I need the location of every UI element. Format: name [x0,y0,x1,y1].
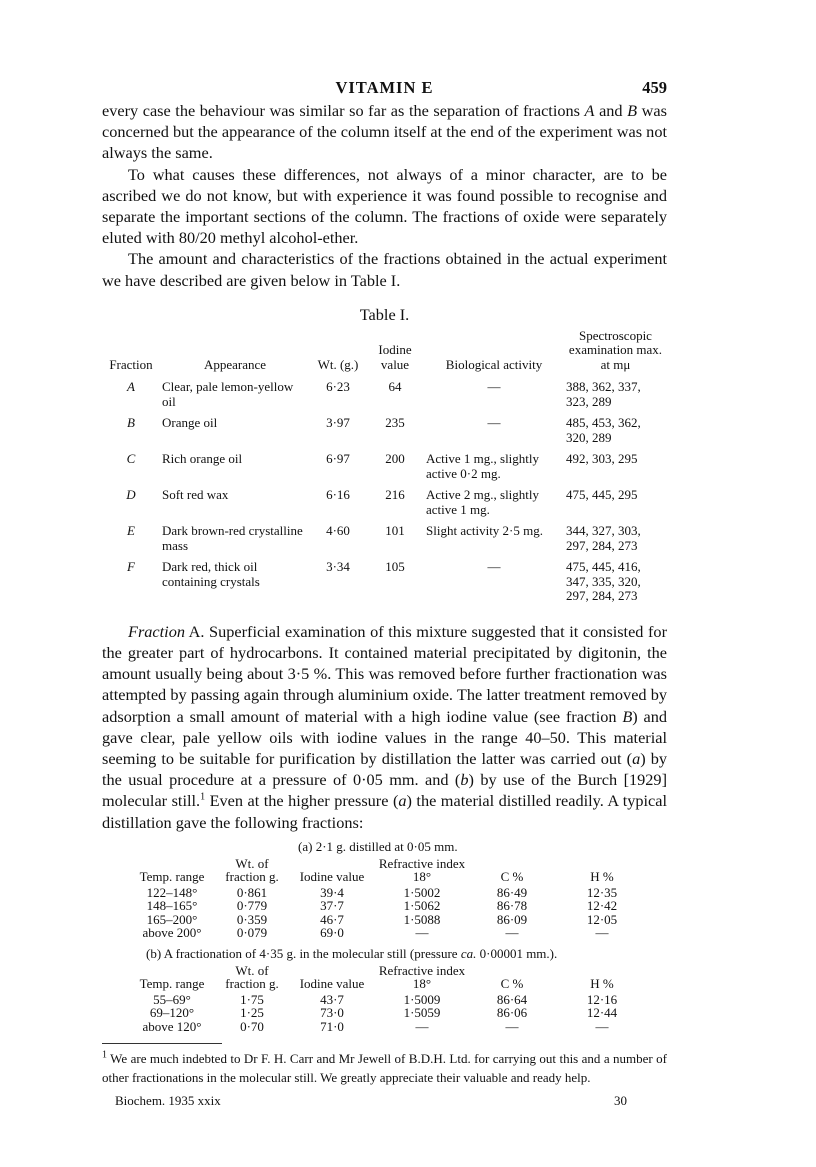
table2a [132,857,652,940]
cell-fraction: F [127,559,135,575]
table1-header-weight: Wt. (g.) [317,356,359,372]
table-row [102,414,667,450]
table1-header-fraction: Fraction [109,356,153,372]
cell-appearance: Rich orange oil [162,451,243,467]
cell-spectroscopic: 475, 445, 416, 347, 335, 320, 297, 284, 273 [566,559,641,604]
table-row: above 200° 0·079 69·0 — — — [142,925,609,941]
cell-spectroscopic: 388, 362, 337, 323, 289 [566,379,641,409]
cell-spectroscopic: 485, 453, 362, 320, 289 [566,415,641,445]
cell-fraction: C [126,451,136,467]
header-carbon: C % [500,869,524,885]
cell-spectroscopic: 344, 327, 303, 297, 284, 273 [566,523,641,553]
table-row [102,378,667,414]
table1-header-biological: Biological activity [445,356,543,372]
cell-fraction: A [127,379,135,395]
cell-iodine: 101 [385,523,405,539]
header-carbon: C % [500,976,524,992]
signature-mark: 30 [614,1093,627,1109]
cell-iodine: 64 [388,379,402,395]
footnote-rule [102,1043,222,1044]
header-iodine: Iodine value [299,976,365,992]
page-footer [102,1093,667,1115]
cell-weight: 3·97 [326,415,350,431]
table2b-header-row [132,964,652,993]
running-title: VITAMIN E [335,78,434,97]
header-temp-range: Temp. range [139,976,205,992]
table2b [132,964,652,1034]
cell-weight: 4·60 [326,523,350,539]
table-row: 69–120° 1·25 73·0 1·5059 86·06 12·44 [149,1005,618,1021]
cell-iodine: 235 [385,415,405,431]
cell-appearance: Orange oil [162,415,218,431]
table2b-caption: (b) A fractionation of 4·35 g. in the molecular still (pressure ca. 0·00001 mm.). [146,945,558,961]
table-row: 122–148° 0·861 39·4 1·5002 86·49 12·35 [146,884,618,900]
paragraph-3: The amount and characteristics of the fractions obtained in the actual experiment we have described are given below in Table I. [102,249,667,290]
cell-biological: Active 1 mg., slightly active 0·2 mg. [426,451,540,481]
cell-weight: 3·34 [326,559,350,575]
header-iodine: Iodine value [299,869,365,885]
cell-spectroscopic: 475, 445, 295 [566,487,638,503]
table1-header-iodine: Iodine value [378,342,412,372]
header-refractive: Refractive index 18° [378,962,466,992]
cell-spectroscopic: 492, 303, 295 [566,451,638,467]
cell-biological: — [487,559,501,575]
table2a-caption: (a) 2·1 g. distilled at 0·05 mm. [298,838,458,854]
cell-weight: 6·23 [326,379,350,395]
cell-iodine: 216 [385,487,405,503]
table1-caption: Table I. [359,304,410,324]
page-number: 459 [642,78,667,97]
header-weight: Wt. of fraction g. [225,962,279,992]
footnote-marker: 1 [200,792,206,804]
paragraph-1: every case the behaviour was similar so far as the separation of fractions A and B was concerned but the appearance of the column itself at the end of the experiment was not always the same. [102,101,667,163]
cell-biological: — [487,379,501,395]
page [102,70,667,1115]
cell-weight: 6·97 [326,451,350,467]
table-row: above 120° 0·70 71·0 — — — [142,1018,609,1034]
header-refractive: Refractive index 18° [378,855,466,885]
header-temp-range: Temp. range [139,869,205,885]
cell-fraction: E [127,523,135,539]
header-weight: Wt. of fraction g. [225,855,279,885]
cell-biological: Active 2 mg., slightly active 1 mg. [426,487,540,517]
cell-appearance: Dark brown-red crystalline mass [162,523,303,553]
table-row [102,558,667,609]
table-row: 55–69° 1·75 43·7 1·5009 86·64 12·16 [153,991,618,1007]
cell-biological: — [487,415,501,431]
footnote: $^1$ We are much indebted to Dr F. H. Carr and Mr Jewell of B.D.H. Ltd. for carrying out this and a number of other fractionations in the molecular still. We greatly appreciate their valuable and ready help. [102,1050,667,1085]
table-row [102,450,667,486]
table1 [102,329,667,609]
header-hydrogen: H % [590,869,614,885]
table-row [102,522,667,558]
cell-appearance: Soft red wax [162,487,229,503]
paragraph-fraction-a: Fraction A. Superficial examination of this mixture suggested that it consisted for the greater part of hydrocarbons. It contained material precipitated by digitonin, the amount usually being about 3·5 %. This was removed before further fractionation was attempted by passing again through aluminium oxide. The latter treatment removed by adsorption a small amount of material with a high iodine value (see fraction B) and gave clear, pale yellow oils with iodine values in the range 40–50. This material seeming to be suitable for purification by distillation the latter was carried out (a) by the usual procedure at a pressure of 0·05 mm. and (b) by use of the Burch [1929] molecular still.$^1$ Even at the higher pressure (a) the material distilled readily. A typical distillation gave the following fractions: [102,621,668,832]
table-row [102,486,667,522]
cell-appearance: Clear, pale lemon-yellow oil [162,379,294,409]
cell-biological: Slight activity 2·5 mg. [426,523,543,539]
cell-fraction: D [126,487,136,503]
paragraph-2: To what causes these differences, not always of a minor character, are to be ascribed we do not know, but with experience it was found possible to recognise and separate the important sections of the column. The fractions of oxide were separately eluted with 80/20 methyl alcohol-ether. [102,164,667,248]
table1-header-row [102,329,667,379]
header-hydrogen: H % [590,976,614,992]
cell-appearance: Dark red, thick oil containing crystals [162,559,260,589]
table1-header-spectroscopic: Spectroscopic examination max. at mμ [568,327,663,372]
table-row: 165–200° 0·359 46·7 1·5088 86·09 12·05 [146,911,618,927]
table-row: 148–165° 0·779 37·7 1·5062 86·78 12·42 [146,898,618,914]
cell-weight: 6·16 [326,487,350,503]
running-header [102,70,667,100]
cell-fraction: B [127,415,135,431]
cell-iodine: 105 [385,559,405,575]
table1-header-appearance: Appearance [203,356,267,372]
table2a-header-row [132,857,652,886]
journal-reference: Biochem. 1935 xxix [115,1093,221,1109]
cell-iodine: 200 [385,451,405,467]
